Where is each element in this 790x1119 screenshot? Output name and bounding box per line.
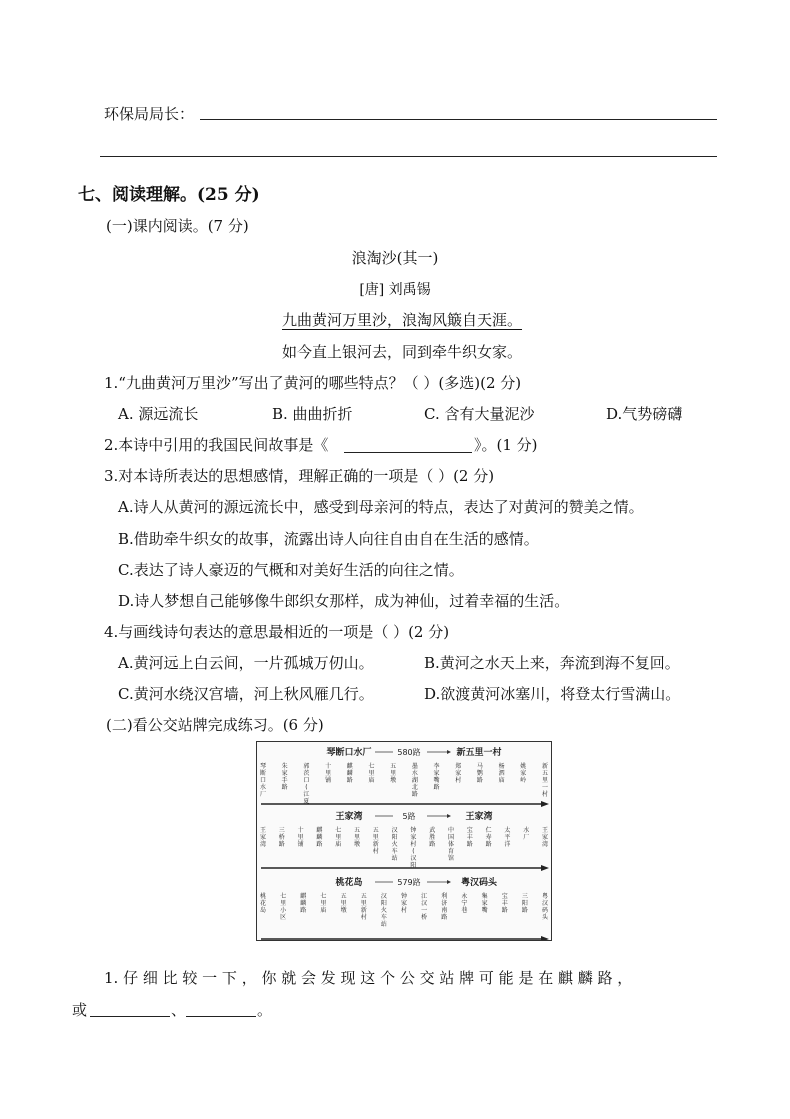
route-0-stop-7-char-2: 湖 bbox=[411, 777, 418, 784]
route-2-stop-4-char-2: 墩 bbox=[340, 907, 347, 914]
route-1-stop-6-char-3: 村 bbox=[372, 848, 379, 855]
poem-author: [唐] 刘禹锡 bbox=[359, 282, 431, 298]
route-2-stop-3-char-0: 七 bbox=[320, 893, 327, 900]
route-2-stop-6-char-3: 车 bbox=[380, 914, 387, 921]
route-1-stop-13-char-0: 太 bbox=[504, 827, 511, 834]
route-0-stop-10-char-0: 马 bbox=[476, 763, 483, 770]
route-0-stop-11-char-0: 杨 bbox=[498, 763, 505, 770]
route-2-stop-6-char-0: 汉 bbox=[380, 893, 387, 900]
route-0-stop-3-char-1: 里 bbox=[325, 770, 332, 777]
route-0-stop-0-char-1: 断 bbox=[259, 770, 267, 777]
route-1-stop-6-char-0: 五 bbox=[372, 827, 379, 834]
route-0-stop-9-char-1: 家 bbox=[455, 770, 462, 777]
route-0-stop-8-char-1: 家 bbox=[433, 770, 440, 777]
route-2-stop-5-char-2: 新 bbox=[360, 907, 367, 914]
route-1-stop-5-char-1: 里 bbox=[353, 834, 361, 841]
route-0-stop-8-char-3: 路 bbox=[433, 784, 440, 791]
route-0-stop-13-char-1: 五 bbox=[541, 770, 549, 777]
part2-q1-line1: 1. 仔 细 比 较 一 下 ， 你 就 会 发 现 这 个 公 交 站 牌 可 能 是 在 麒 麟 路 ， bbox=[104, 969, 633, 987]
route-2-stop-3-char-1: 里 bbox=[320, 900, 327, 907]
answer-line-director[interactable] bbox=[200, 119, 717, 120]
route-2-stop-11-char-0: 集 bbox=[481, 893, 488, 900]
route-0-header-arrowhead bbox=[447, 750, 451, 754]
route-2-stop-13-char-0: 三 bbox=[521, 893, 528, 900]
answer-line-continued[interactable] bbox=[100, 156, 717, 157]
route-1-stop-14-char-0: 水 bbox=[523, 827, 530, 834]
q4-option-d[interactable]: D.欲渡黄河冰塞川，将登太行雪满山。 bbox=[424, 685, 681, 703]
q4-stem: 4.与画线诗句表达的意思最相近的一项是（ ）(2 分) bbox=[104, 623, 450, 641]
route-2-stop-12-char-2: 路 bbox=[501, 907, 508, 914]
route-2-stop-7-char-0: 钟 bbox=[400, 893, 408, 900]
q2-answer-blank[interactable] bbox=[344, 452, 472, 453]
poem-line-1: 九曲黄河万里沙，浪淘风簸自天涯。 bbox=[282, 311, 523, 329]
route-2-stop-13-char-1: 阳 bbox=[521, 900, 528, 907]
route-2-stop-2-char-1: 麟 bbox=[300, 900, 307, 907]
route-2-stop-9-char-3: 路 bbox=[441, 914, 448, 921]
route-0-stop-4-char-2: 路 bbox=[346, 777, 353, 784]
route-1-stop-12-char-2: 路 bbox=[485, 841, 492, 848]
route-2-stop-6-char-1: 阳 bbox=[380, 900, 387, 907]
route-2-stop-12-char-0: 宝 bbox=[501, 893, 508, 900]
route-2-stop-6-char-2: 火 bbox=[380, 907, 387, 914]
route-2-stop-9-char-2: 南 bbox=[441, 907, 448, 914]
route-0-stop-10-char-2: 路 bbox=[476, 777, 483, 784]
route-1-stop-2-char-2: 铺 bbox=[297, 841, 304, 848]
route-1-from: 王家湾 bbox=[335, 812, 363, 822]
route-0-stop-6-char-1: 里 bbox=[390, 770, 397, 777]
route-1-stop-8-char-1: 家 bbox=[410, 834, 417, 841]
route-0-stop-2-char-0: 郭 bbox=[303, 763, 310, 770]
route-0-stop-13-char-4: 村 bbox=[541, 791, 549, 798]
route-2-stop-7-char-2: 村 bbox=[400, 907, 408, 914]
route-1-stop-0-char-0: 王 bbox=[259, 827, 267, 834]
route-2-stop-4-char-1: 里 bbox=[340, 900, 347, 907]
route-0-stop-1-char-1: 家 bbox=[281, 770, 288, 777]
route-2-stop-7-char-1: 家 bbox=[400, 900, 408, 907]
route-1-stop-10-char-3: 育 bbox=[447, 848, 455, 855]
poem-title: 浪淘沙(其一) bbox=[351, 249, 439, 267]
route-0-stop-6-char-2: 墩 bbox=[390, 777, 397, 784]
route-0-stop-4-char-0: 麒 bbox=[346, 763, 353, 770]
route-0-stop-8-char-2: 嘴 bbox=[433, 777, 440, 784]
part1-title: (一)课内阅读。(7 分) bbox=[106, 217, 249, 235]
route-2-stop-5-char-3: 村 bbox=[360, 914, 367, 921]
route-1-stop-8-char-5: 阳 bbox=[410, 862, 417, 869]
route-1-stop-15-char-0: 王 bbox=[541, 827, 549, 834]
route-1-stop-10-char-1: 国 bbox=[447, 834, 455, 841]
route-1-stop-12-char-0: 仁 bbox=[485, 827, 492, 834]
route-2-stop-1-char-2: 小 bbox=[280, 907, 287, 914]
route-0-stop-0-char-4: 厂 bbox=[259, 791, 267, 798]
route-1-stop-1-char-1: 桥 bbox=[278, 834, 285, 841]
route-0-stop-10-char-1: 鹦 bbox=[476, 770, 483, 777]
route-0-stop-12-char-1: 家 bbox=[520, 770, 527, 777]
route-2-stop-8-char-3: 桥 bbox=[421, 914, 428, 921]
route-1-stop-7-char-4: 站 bbox=[391, 855, 398, 862]
route-0-stop-11-char-1: 泗 bbox=[498, 770, 505, 777]
route-2-stop-4-char-0: 五 bbox=[340, 893, 347, 900]
part2-q1-sep: 、 bbox=[171, 1001, 187, 1019]
route-2-stop-10-char-2: 巷 bbox=[461, 907, 468, 914]
route-1-stop-6-char-2: 新 bbox=[372, 841, 379, 848]
q1-option-d[interactable]: D.气势磅礴 bbox=[606, 405, 683, 423]
route-2-stop-0-char-0: 桃 bbox=[259, 893, 267, 900]
route-1-stop-10-char-2: 体 bbox=[447, 841, 455, 848]
route-2-stop-1-char-1: 里 bbox=[280, 900, 287, 907]
route-2-line-arrowhead bbox=[541, 936, 549, 940]
route-2-stop-8-char-1: 汉 bbox=[421, 900, 428, 907]
route-0-stop-9-char-2: 村 bbox=[455, 777, 462, 784]
route-1-stop-3-char-1: 麟 bbox=[316, 834, 323, 841]
route-0-stop-5-char-2: 庙 bbox=[368, 777, 375, 784]
route-1-stop-10-char-0: 中 bbox=[447, 827, 455, 834]
route-0-stop-11-char-2: 庙 bbox=[498, 777, 505, 784]
route-1-stop-4-char-0: 七 bbox=[335, 827, 342, 834]
route-0-stop-7-char-4: 路 bbox=[411, 791, 418, 798]
route-0-stop-3-char-0: 十 bbox=[325, 763, 332, 770]
route-2-stop-14-char-3: 头 bbox=[541, 914, 549, 921]
route-2-from: 桃花岛 bbox=[335, 878, 363, 888]
route-1-line-arrowhead bbox=[541, 865, 549, 871]
route-0-number: 580路 bbox=[397, 748, 421, 757]
q3-option-c[interactable]: C.表达了诗人豪迈的气概和对美好生活的向往之情。 bbox=[118, 561, 464, 579]
route-1-stop-4-char-1: 里 bbox=[335, 834, 342, 841]
route-0-stop-9-char-0: 郑 bbox=[455, 763, 462, 770]
route-0-stop-12-char-0: 姚 bbox=[520, 763, 527, 770]
route-1-stop-3-char-2: 路 bbox=[316, 841, 323, 848]
route-0-to: 新五里一村 bbox=[456, 748, 502, 758]
route-1-stop-7-char-2: 火 bbox=[391, 841, 398, 848]
route-2-stop-10-char-1: 宁 bbox=[461, 900, 468, 907]
route-2-stop-9-char-1: 济 bbox=[441, 900, 448, 907]
route-0-stop-12-char-2: 岭 bbox=[520, 777, 527, 784]
route-2-stop-8-char-0: 江 bbox=[421, 893, 428, 900]
route-2-stop-14-char-1: 汉 bbox=[541, 900, 549, 907]
route-0-stop-0-char-0: 琴 bbox=[259, 763, 267, 770]
route-0-stop-7-char-3: 北 bbox=[411, 784, 418, 791]
route-2-stop-0-char-1: 花 bbox=[259, 900, 267, 907]
route-2-stop-5-char-1: 里 bbox=[360, 900, 367, 907]
q2-stem-start: 2.本诗中引用的我国民间故事是《 bbox=[104, 436, 329, 454]
route-1-stop-3-char-0: 麒 bbox=[316, 827, 323, 834]
route-1-stop-4-char-2: 庙 bbox=[335, 841, 342, 848]
route-0-stop-0-char-2: 口 bbox=[259, 777, 267, 784]
part2-q1-end: 。 bbox=[257, 1001, 273, 1019]
route-1-stop-10-char-4: 馆 bbox=[447, 855, 455, 862]
q3-option-a[interactable]: A.诗人从黄河的源远流长中，感受到母亲河的特点，表达了对黄河的赞美之情。 bbox=[118, 498, 644, 516]
q1-stem: 1.“九曲黄河万里沙”写出了黄河的哪些特点？（ ）(多选)(2 分) bbox=[104, 374, 522, 392]
route-1-header-arrowhead bbox=[447, 814, 451, 818]
q3-option-b[interactable]: B.借助牵牛织女的故事，流露出诗人向往自由自在生活的感情。 bbox=[118, 530, 539, 548]
route-1-stop-13-char-2: 洋 bbox=[504, 841, 511, 848]
route-1-stop-7-char-3: 车 bbox=[391, 848, 398, 855]
route-0-stop-0-char-3: 水 bbox=[259, 784, 267, 791]
poem-line-2: 如今直上银河去，同到牵牛织女家。 bbox=[282, 343, 523, 361]
route-2-stop-14-char-2: 码 bbox=[541, 907, 549, 914]
route-0-from: 琴断口水厂 bbox=[326, 748, 372, 758]
q1-option-a[interactable]: A. 源远流长 bbox=[118, 405, 199, 423]
route-2-stop-14-char-0: 粤 bbox=[541, 893, 549, 900]
route-2-stop-9-char-0: 利 bbox=[441, 893, 448, 900]
route-1-stop-8-char-2: 村 bbox=[410, 841, 417, 848]
route-1-stop-7-char-0: 汉 bbox=[391, 827, 398, 834]
route-1-stop-8-char-3: ( bbox=[412, 848, 415, 855]
route-2-header-arrowhead bbox=[447, 880, 451, 884]
section-title: 七、阅读理解。(25 分) bbox=[78, 185, 260, 205]
route-0-stop-13-char-0: 新 bbox=[541, 763, 549, 770]
route-2-to: 粤汉码头 bbox=[460, 878, 498, 888]
route-2-stop-1-char-0: 七 bbox=[280, 893, 287, 900]
route-1-stop-12-char-1: 寿 bbox=[485, 834, 492, 841]
route-1-stop-15-char-2: 湾 bbox=[541, 841, 549, 848]
route-0-line-arrowhead bbox=[541, 801, 549, 807]
route-0-stop-8-char-0: 李 bbox=[433, 763, 440, 770]
route-2-number: 579路 bbox=[397, 878, 421, 887]
route-0-stop-4-char-1: 麟 bbox=[346, 770, 353, 777]
bus-stop-board bbox=[256, 741, 552, 941]
route-1-stop-9-char-1: 胜 bbox=[429, 834, 436, 841]
route-1-to: 王家湾 bbox=[465, 812, 493, 822]
part2-q1-or: 或 bbox=[72, 1001, 88, 1019]
route-1-stop-13-char-1: 平 bbox=[504, 834, 511, 841]
q4-option-a[interactable]: A.黄河远上白云间，一片孤城万仞山。 bbox=[118, 654, 374, 672]
route-1-stop-11-char-2: 路 bbox=[466, 841, 473, 848]
route-1-stop-0-char-1: 家 bbox=[259, 834, 267, 841]
route-0-stop-7-char-0: 墨 bbox=[411, 763, 418, 770]
route-0-stop-2-char-1: 茨 bbox=[303, 770, 310, 777]
route-0-stop-13-char-3: 一 bbox=[541, 784, 549, 791]
part2-title: (二)看公交站牌完成练习。(6 分) bbox=[106, 716, 324, 734]
route-1-stop-9-char-2: 路 bbox=[429, 841, 436, 848]
route-2-stop-8-char-2: 一 bbox=[421, 907, 428, 914]
route-1-stop-15-char-1: 家 bbox=[541, 834, 549, 841]
route-0-stop-6-char-0: 五 bbox=[390, 763, 397, 770]
route-0-stop-5-char-0: 七 bbox=[368, 763, 375, 770]
route-2-stop-0-char-2: 岛 bbox=[259, 907, 267, 914]
q3-stem: 3.对本诗所表达的思想感情，理解正确的一项是（ ）(2 分) bbox=[104, 467, 495, 485]
route-1-stop-6-char-1: 里 bbox=[372, 834, 379, 841]
route-2-stop-5-char-0: 五 bbox=[360, 893, 367, 900]
route-1-stop-11-char-0: 宝 bbox=[466, 827, 473, 834]
route-1-stop-0-char-2: 湾 bbox=[259, 841, 267, 848]
route-0-stop-5-char-1: 里 bbox=[368, 770, 375, 777]
q1-option-c[interactable]: C. 含有大量泥沙 bbox=[424, 405, 535, 423]
route-1-stop-5-char-0: 五 bbox=[353, 827, 361, 834]
route-2-stop-11-char-2: 嘴 bbox=[481, 907, 488, 914]
route-1-number: 5路 bbox=[402, 812, 416, 821]
route-0-stop-2-char-4: 江 bbox=[303, 791, 310, 798]
route-2-stop-3-char-2: 庙 bbox=[320, 907, 327, 914]
route-2-stop-6-char-4: 站 bbox=[380, 921, 387, 928]
route-2-stop-2-char-0: 麒 bbox=[300, 893, 307, 900]
route-1-stop-7-char-1: 阳 bbox=[391, 834, 398, 841]
route-0-stop-2-char-3: ( bbox=[305, 784, 308, 791]
route-1-stop-8-char-4: 汉 bbox=[410, 855, 417, 862]
route-0-stop-1-char-3: 路 bbox=[281, 784, 288, 791]
route-2-stop-11-char-1: 家 bbox=[481, 900, 488, 907]
route-0-stop-1-char-0: 朱 bbox=[281, 763, 288, 770]
part2-q1-blank-1[interactable] bbox=[90, 1016, 170, 1017]
route-1-stop-5-char-2: 墩 bbox=[353, 841, 361, 848]
route-0-stop-7-char-1: 水 bbox=[411, 770, 418, 777]
route-1-stop-14-char-1: 厂 bbox=[523, 834, 530, 841]
q4-option-c[interactable]: C.黄河水绕汉宫墙，河上秋风雁几行。 bbox=[118, 685, 374, 703]
director-label: 环保局局长： bbox=[104, 105, 195, 123]
route-1-stop-2-char-0: 十 bbox=[297, 827, 304, 834]
route-1-stop-1-char-0: 三 bbox=[278, 827, 285, 834]
route-1-stop-11-char-1: 丰 bbox=[466, 834, 473, 841]
route-2-stop-12-char-1: 丰 bbox=[501, 900, 508, 907]
route-0-stop-2-char-5: 夏 bbox=[303, 798, 310, 805]
route-0-stop-2-char-2: 口 bbox=[303, 777, 310, 784]
route-0-stop-13-char-2: 里 bbox=[541, 777, 549, 784]
route-0-stop-1-char-2: 手 bbox=[281, 777, 288, 784]
route-1-stop-1-char-2: 路 bbox=[278, 841, 285, 848]
part2-q1-blank-2[interactable] bbox=[186, 1016, 256, 1017]
bus-stop-board-svg bbox=[257, 742, 551, 940]
route-2-stop-2-char-2: 路 bbox=[300, 907, 307, 914]
route-1-stop-9-char-0: 武 bbox=[429, 827, 436, 834]
route-2-stop-10-char-0: 永 bbox=[461, 893, 468, 900]
route-0-stop-3-char-2: 铺 bbox=[325, 777, 332, 784]
route-2-stop-1-char-3: 区 bbox=[280, 914, 287, 921]
q4-option-b[interactable]: B.黄河之水天上来，奔流到海不复回。 bbox=[424, 654, 680, 672]
route-2-stop-13-char-2: 路 bbox=[521, 907, 528, 914]
route-1-stop-2-char-1: 里 bbox=[297, 834, 304, 841]
route-1-stop-8-char-0: 钟 bbox=[410, 827, 417, 834]
q3-option-d[interactable]: D.诗人梦想自己能够像牛郎织女那样，成为神仙，过着幸福的生活。 bbox=[118, 592, 570, 610]
q2-stem-end: 》。(1 分) bbox=[474, 436, 538, 454]
q1-option-b[interactable]: B. 曲曲折折 bbox=[272, 405, 353, 423]
